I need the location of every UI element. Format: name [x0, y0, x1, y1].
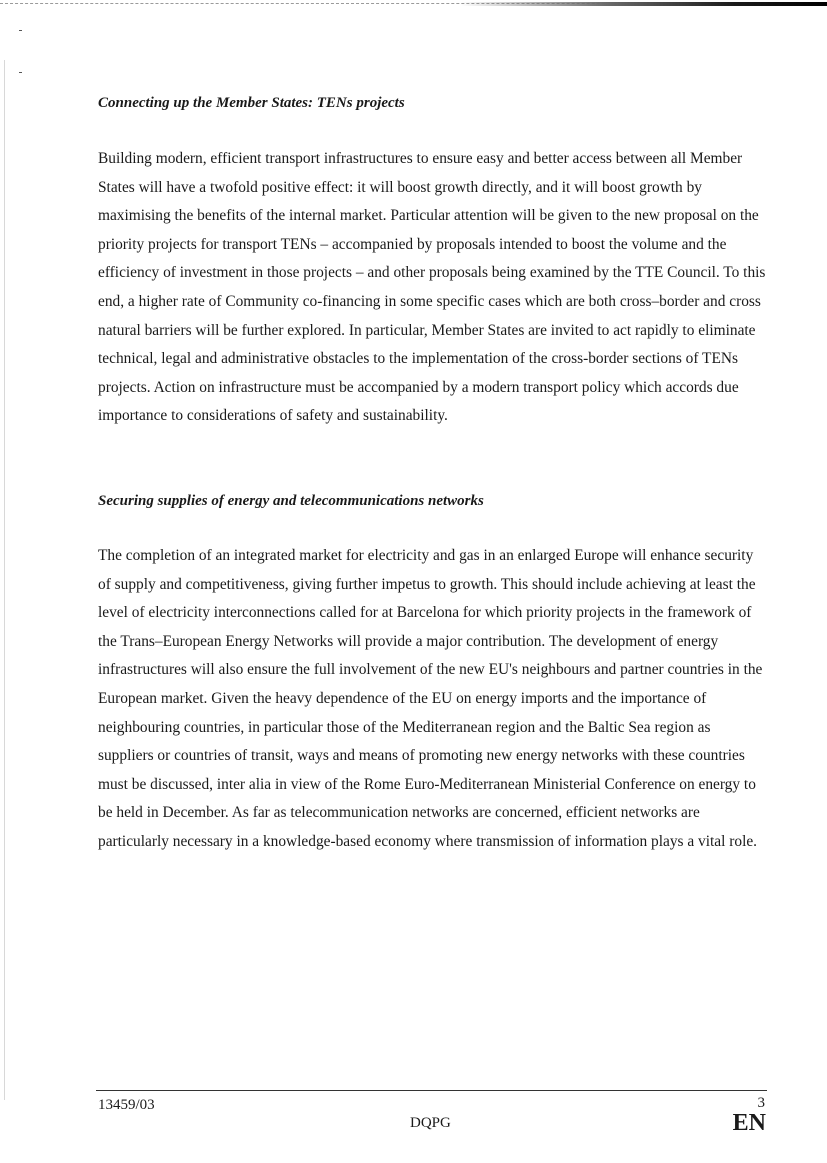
section-heading-energy: Securing supplies of energy and telecommunications networks: [98, 493, 484, 509]
scan-left-edge: [4, 60, 5, 1100]
section-paragraph-energy: The completion of an integrated market for electricity and gas in an enlarged Europe will enhance security of supply and competitiveness, giving further impetus to growth. This should include achieving at least the level of electricity interconnections called for at Barcelona for which priority projects in the framework of the Trans–European Energy Networks will provide a major contribution. The development of energy infrastructures will also ensure the full involvement of the new EU's neighbours and partner countries in the European market. Given the heavy dependence of the EU on energy imports and the importance of neighbouring countries, in particular those of the Mediterranean region and the Baltic Sea region as suppliers or countries of transit, ways and means of promoting new energy networks with these countries must be discussed, inter alia in view of the Rome Euro-Mediterranean Ministerial Conference on energy to be held in December. As far as telecommunication networks are concerned, efficient networks are particularly necessary in a knowledge-based economy where transmission of information plays a vital role.: [98, 547, 763, 850]
section-paragraph-tens: Building modern, efficient transport infrastructures to ensure easy and better access between all Member States will have a twofold positive effect: it will boost growth directly, and it will boost growth by maximising the benefits of the internal market. Particular attention will be given to the new proposal on the priority projects for transport TENs – accompanied by proposals intended to boost the volume and the efficiency of investment in those projects – and other proposals being examined by the TTE Council. To this end, a higher rate of Community co-financing in some specific cases which are both cross–border and cross natural barriers will be further explored. In particular, Member States are invited to act rapidly to eliminate technical, legal and administrative obstacles to the implementation of the cross-border sections of TENs projects. Action on infrastructure must be accompanied by a modern transport policy which accords due importance to considerations of safety and sustainability.: [98, 150, 766, 425]
footer-rule: [96, 1090, 767, 1091]
section-heading-tens: Connecting up the Member States: TENs projects: [98, 95, 405, 111]
scan-dark-edge: [460, 2, 827, 6]
language-code: EN: [732, 1110, 766, 1136]
scan-top-rule: [0, 2, 827, 8]
scan-mark: [19, 72, 22, 73]
document-number: 13459/03: [98, 1097, 155, 1113]
scan-mark: [19, 30, 22, 31]
department-code: DQPG: [410, 1115, 451, 1131]
page-number: 3: [757, 1095, 765, 1111]
